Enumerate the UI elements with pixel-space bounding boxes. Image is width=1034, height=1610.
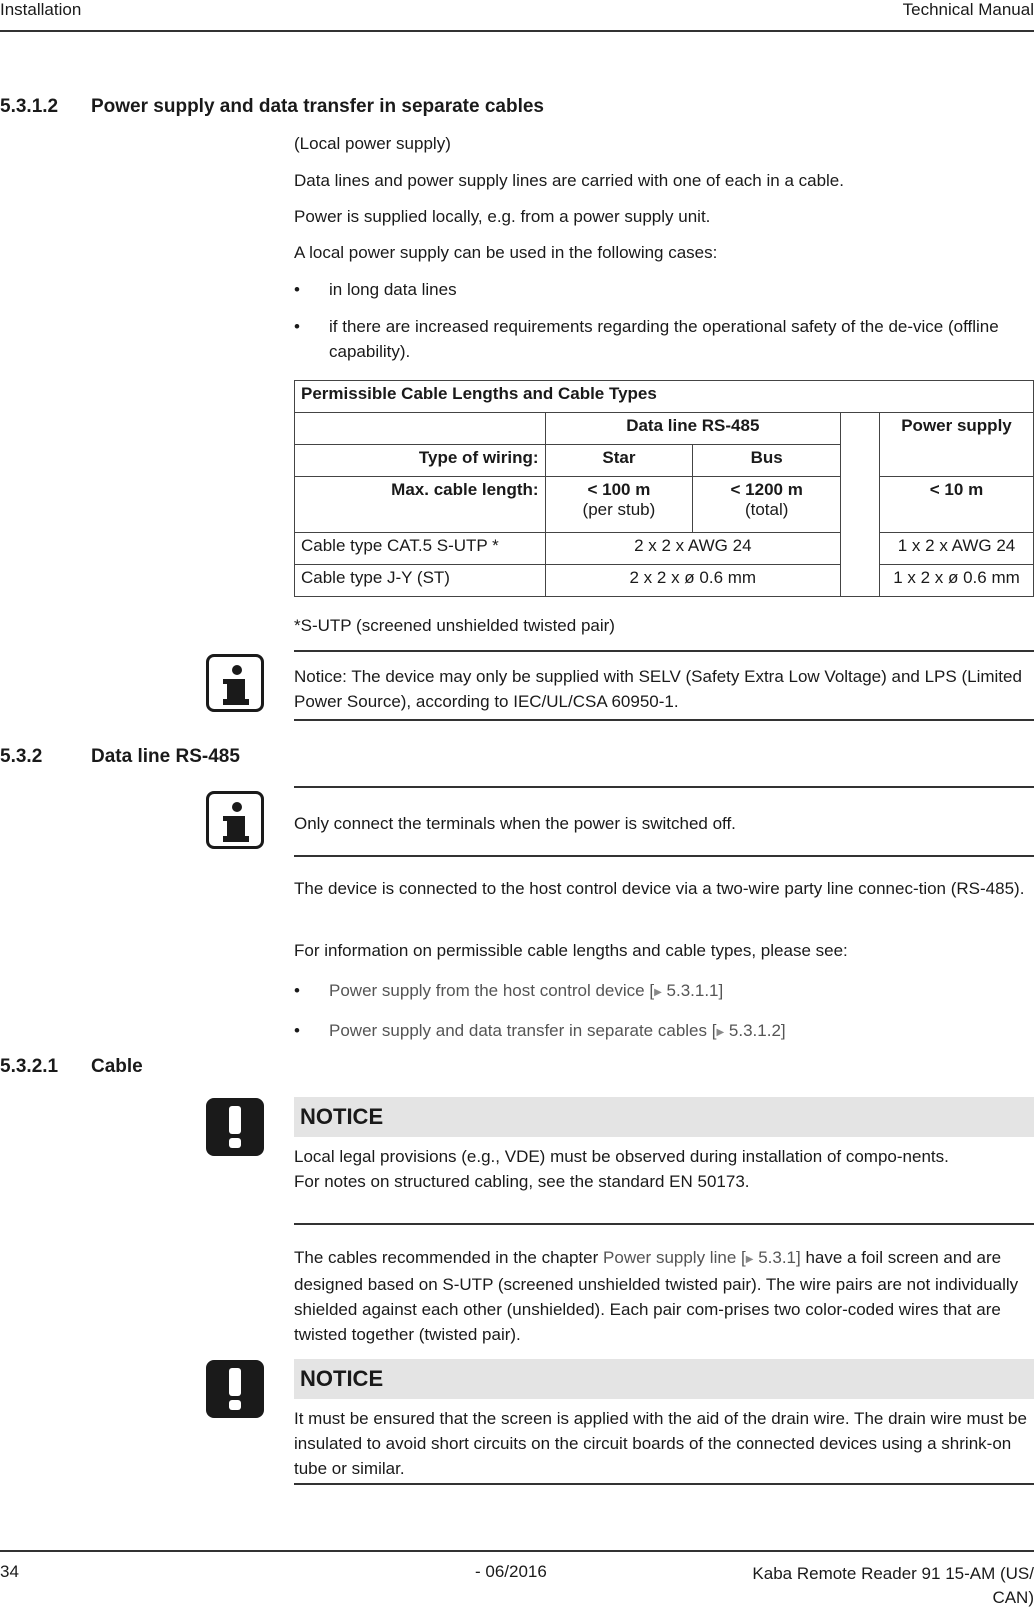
info-text: Only connect the terminals when the power is switched off. [294, 814, 736, 833]
header-section: Installation [0, 0, 82, 19]
paragraph: The cables recommended in the chapter Power supply line [▶ 5.3.1] have a foil screen and are designed based on S-UTP (screened unshielded twisted pair). The wire pairs are not individually shielded against each other (unshielded). Each pair com-prises two color-coded wires that are twisted together (twisted pair). [294, 1248, 1019, 1344]
section-number: 5.3.1.2 [0, 96, 59, 117]
cross-reference-number[interactable]: 5.3.1 [758, 1248, 796, 1267]
paragraph: For information on permissible cable lengths and cable types, please see: [294, 941, 848, 960]
power-length: < 10 m [879, 477, 1033, 533]
section-number: 5.3.2 [0, 746, 43, 767]
header-rule [0, 30, 1034, 32]
section-heading-5312 [0, 96, 1034, 122]
notice-text: It must be ensured that the screen is applied with the aid of the drain wire. The drain wire must be insulated to avoid short circuits on the circuit boards of the connected devices using a shrink-on tube or similar. [294, 1409, 1027, 1478]
table-header-power-supply: Power supply [879, 413, 1033, 477]
divider [294, 650, 1034, 652]
divider [294, 1223, 1034, 1225]
cross-reference-link[interactable]: Power supply and data transfer in separate cables [329, 1021, 708, 1040]
divider [294, 719, 1034, 721]
page-number: 34 [0, 1562, 19, 1581]
table-row-label: Max. cable length: [295, 477, 546, 533]
bullet-dot: • [294, 981, 300, 1000]
notice-line: For notes on structured cabling, see the standard EN 50173. [294, 1172, 750, 1191]
section-title: Data line RS-485 [91, 746, 240, 767]
table-header-data-line: Data line RS-485 [545, 413, 841, 445]
bus-length: < 1200 m [730, 480, 803, 499]
section-title: Cable [91, 1056, 143, 1077]
paragraph: Power is supplied locally, e.g. from a power supply unit. [294, 207, 711, 226]
section-title: Power supply and data transfer in separate cables [91, 96, 544, 117]
table-cell: 1 x 2 x AWG 24 [879, 533, 1033, 565]
footer-rule [0, 1550, 1034, 1552]
table-header-bus: Bus [693, 445, 841, 477]
paragraph: The device is connected to the host control device via a two-wire party line connec-tion (RS-485). [294, 879, 1025, 898]
table-cell: 1 x 2 x ø 0.6 mm [879, 565, 1033, 597]
bullet-dot: • [294, 280, 300, 299]
divider [294, 1483, 1034, 1485]
table-row-label: Type of wiring: [295, 445, 546, 477]
table-spacer [841, 413, 880, 597]
list-item [294, 978, 1034, 1003]
info-icon [206, 654, 264, 712]
notice-label: NOTICE [294, 1097, 1034, 1137]
star-length: < 100 m [587, 480, 651, 499]
bullet-dot: • [294, 1021, 300, 1040]
notice-line: Local legal provisions (e.g., VDE) must be observed during installation of compo-nents. [294, 1147, 949, 1166]
paragraph: Data lines and power supply lines are carried with one of each in a cable. [294, 171, 844, 190]
paragraph: (Local power supply) [294, 134, 451, 153]
table-title: Permissible Cable Lengths and Cable Types [295, 381, 1034, 413]
star-length-note: (per stub) [582, 500, 656, 519]
paragraph-text: The cables recommended in the chapter [294, 1248, 599, 1267]
table-cell [693, 477, 841, 533]
list-item [294, 314, 1034, 364]
paragraph-text: have a foil screen and are designed based on S-UTP (screened unshielded twisted pair). The wire pairs are not individually shielded against each other (unshielded). Each pair com-prises two color-coded wires that are twisted together (twisted pair). [294, 1248, 1019, 1344]
table-row-label: Cable type J-Y (ST) [295, 565, 546, 597]
list-item-text: in long data lines [329, 280, 457, 299]
arrow-right-icon: ▶ [745, 1254, 754, 1265]
section-heading-5321 [0, 1056, 1034, 1082]
table-cell [295, 413, 546, 445]
cross-reference-number[interactable]: 5.3.1.1 [666, 981, 719, 1000]
section-heading-532 [0, 746, 1034, 772]
section-number: 5.3.2.1 [0, 1056, 59, 1077]
cross-reference-link[interactable]: Power supply from the host control device [329, 981, 645, 1000]
cable-table [294, 380, 1034, 597]
footer-document-title: Kaba Remote Reader 91 15-AM (US/ CAN) [752, 1564, 1034, 1607]
table-header-star: Star [545, 445, 693, 477]
list-item-text: Power supply and data transfer in separate cables [▶ 5.3.1.2] [329, 1021, 786, 1040]
list-item [294, 277, 1034, 302]
info-icon [206, 791, 264, 849]
bus-length-note: (total) [744, 500, 789, 519]
notice-text [294, 1144, 1034, 1194]
list-item-text: Power supply from the host control device [▶ 5.3.1.1] [329, 981, 724, 1000]
header-title: Technical Manual [902, 0, 1034, 19]
warning-exclamation-icon [206, 1098, 264, 1156]
bullet-dot: • [294, 317, 300, 336]
table-row-label: Cable type CAT.5 S-UTP * [295, 533, 546, 565]
list-item-text: if there are increased requirements regarding the operational safety of the de-vice (offline capability). [329, 317, 999, 361]
arrow-right-icon: ▶ [654, 987, 662, 998]
footer-date: - 06/2016 [475, 1562, 547, 1581]
table-cell: 2 x 2 x ø 0.6 mm [545, 565, 841, 597]
divider [294, 855, 1034, 857]
notice-text: Notice: The device may only be supplied with SELV (Safety Extra Low Voltage) and LPS (Limited Power Source), according to IEC/UL/CSA 60950-1. [294, 667, 1022, 711]
arrow-right-icon: ▶ [716, 1027, 725, 1038]
warning-exclamation-icon [206, 1360, 264, 1418]
table-cell [545, 477, 693, 533]
paragraph: A local power supply can be used in the following cases: [294, 243, 718, 262]
table-cell: 2 x 2 x AWG 24 [545, 533, 841, 565]
footnote: *S-UTP (screened unshielded twisted pair) [294, 616, 615, 635]
cross-reference-number[interactable]: 5.3.1.2 [728, 1021, 781, 1040]
notice-label: NOTICE [294, 1359, 1034, 1399]
divider [294, 786, 1034, 788]
cross-reference-link[interactable]: Power supply line [603, 1248, 737, 1267]
list-item [294, 1018, 1034, 1043]
